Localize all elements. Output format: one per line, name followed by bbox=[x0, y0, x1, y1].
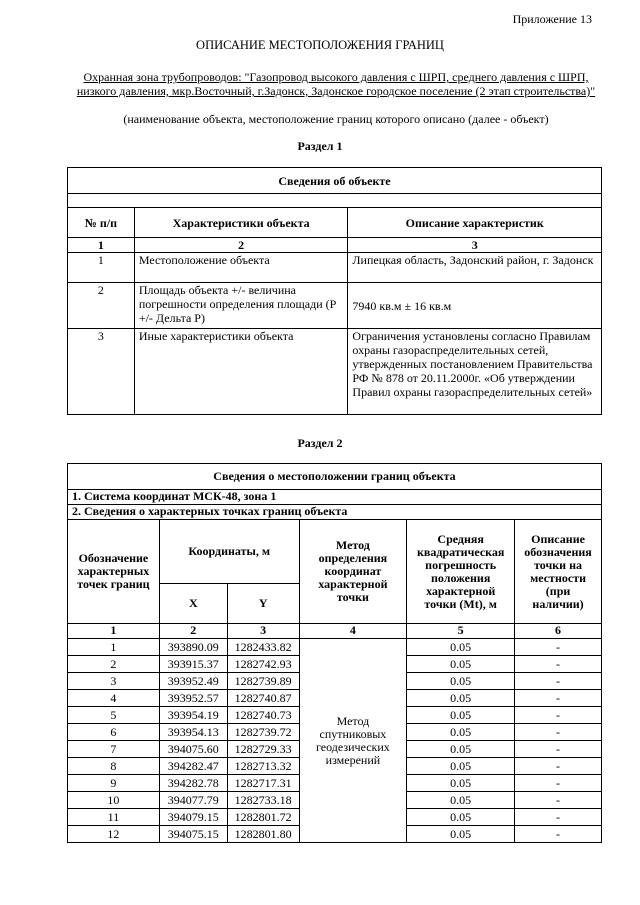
point-number: 2 bbox=[68, 656, 160, 673]
header-coordinates: Координаты, м bbox=[159, 520, 299, 584]
point-x: 393954.19 bbox=[159, 707, 227, 724]
point-x: 393890.09 bbox=[159, 639, 227, 656]
object-name: Охранная зона трубопроводов: "Газопровод высокого давления с ШРП, среднего давления с ШРП, низкого давления, мкр.Восточный, г.Задонск, Задонское городское поселение (2 этап строительства)" bbox=[76, 70, 596, 98]
point-x: 394075.15 bbox=[159, 826, 227, 843]
coordinates-table-title: Сведения о местоположении границ объекта bbox=[68, 464, 602, 490]
point-error: 0.05 bbox=[407, 690, 515, 707]
point-x: 394079.15 bbox=[159, 809, 227, 826]
point-number: 5 bbox=[68, 707, 160, 724]
point-y: 1282713.32 bbox=[227, 758, 299, 775]
point-y: 1282740.87 bbox=[227, 690, 299, 707]
section-2-title: Раздел 2 bbox=[297, 436, 343, 450]
point-number: 7 bbox=[68, 741, 160, 758]
object-info-table-title: Сведения об объекте bbox=[68, 168, 602, 194]
row-number: 2 bbox=[68, 283, 135, 329]
point-number: 4 bbox=[68, 690, 160, 707]
point-number: 6 bbox=[68, 724, 160, 741]
header-method: Метод определения координат характерной точки bbox=[299, 520, 407, 624]
point-y: 1282801.72 bbox=[227, 809, 299, 826]
point-y: 1282433.82 bbox=[227, 639, 299, 656]
header-number: № п/п bbox=[68, 208, 135, 238]
col-number: 3 bbox=[348, 238, 602, 253]
point-y: 1282739.89 bbox=[227, 673, 299, 690]
row-number: 1 bbox=[68, 253, 135, 283]
point-y: 1282733.18 bbox=[227, 792, 299, 809]
header-point-designation: Обозначение характерных точек границ bbox=[68, 520, 160, 624]
row-description: Ограничения установлены согласно Правилам охраны газораспределительных сетей, утвержденных постановлением Правительства РФ № 878 от 20.11.2000г. «Об утверждении Правил охраны газораспределительных сетей» bbox=[348, 329, 602, 415]
appendix-label: Приложение 13 bbox=[512, 12, 592, 26]
point-description: - bbox=[515, 673, 602, 690]
table-row bbox=[68, 329, 602, 415]
point-description: - bbox=[515, 758, 602, 775]
point-x: 393954.13 bbox=[159, 724, 227, 741]
point-number: 1 bbox=[68, 639, 160, 656]
point-number: 12 bbox=[68, 826, 160, 843]
point-description: - bbox=[515, 639, 602, 656]
point-description: - bbox=[515, 707, 602, 724]
point-error: 0.05 bbox=[407, 656, 515, 673]
point-y: 1282742.93 bbox=[227, 656, 299, 673]
row-characteristic: Иные характеристики объекта bbox=[134, 329, 348, 415]
object-info-table bbox=[67, 167, 602, 415]
point-description: - bbox=[515, 656, 602, 673]
col-number: 1 bbox=[68, 238, 135, 253]
point-error: 0.05 bbox=[407, 741, 515, 758]
point-x: 393952.57 bbox=[159, 690, 227, 707]
row-description: 7940 кв.м ± 16 кв.м bbox=[348, 283, 602, 329]
point-description: - bbox=[515, 690, 602, 707]
method-cell: Метод спутниковых геодезических измерений bbox=[299, 639, 407, 843]
col-number: 2 bbox=[159, 624, 227, 639]
document-title: ОПИСАНИЕ МЕСТОПОЛОЖЕНИЯ ГРАНИЦ bbox=[196, 38, 444, 52]
point-error: 0.05 bbox=[407, 826, 515, 843]
point-description: - bbox=[515, 826, 602, 843]
point-x: 394077.79 bbox=[159, 792, 227, 809]
row-characteristic: Местоположение объекта bbox=[134, 253, 348, 283]
table-row bbox=[68, 253, 602, 283]
point-number: 9 bbox=[68, 775, 160, 792]
point-error: 0.05 bbox=[407, 707, 515, 724]
point-error: 0.05 bbox=[407, 758, 515, 775]
point-error: 0.05 bbox=[407, 792, 515, 809]
points-info-row: 2. Сведения о характерных точках границ объекта bbox=[68, 505, 602, 520]
point-error: 0.05 bbox=[407, 775, 515, 792]
point-number: 10 bbox=[68, 792, 160, 809]
point-error: 0.05 bbox=[407, 639, 515, 656]
point-y: 1282740.73 bbox=[227, 707, 299, 724]
point-x: 393915.37 bbox=[159, 656, 227, 673]
point-number: 11 bbox=[68, 809, 160, 826]
point-y: 1282801.80 bbox=[227, 826, 299, 843]
coordinate-system-row: 1. Система координат МСК-48, зона 1 bbox=[68, 490, 602, 505]
spacer-row bbox=[68, 194, 602, 208]
row-number: 3 bbox=[68, 329, 135, 415]
point-description: - bbox=[515, 809, 602, 826]
header-characteristic: Характеристики объекта bbox=[134, 208, 348, 238]
point-x: 394282.78 bbox=[159, 775, 227, 792]
table-row bbox=[68, 283, 602, 329]
point-error: 0.05 bbox=[407, 724, 515, 741]
header-description: Описание характеристик bbox=[348, 208, 602, 238]
header-y: Y bbox=[227, 584, 299, 624]
header-x: X bbox=[159, 584, 227, 624]
row-characteristic: Площадь объекта +/- величина погрешности определения площади (Р +/- Дельта Р) bbox=[134, 283, 348, 329]
point-x: 394075.60 bbox=[159, 741, 227, 758]
col-number: 3 bbox=[227, 624, 299, 639]
col-number: 5 bbox=[407, 624, 515, 639]
point-x: 394282.47 bbox=[159, 758, 227, 775]
point-description: - bbox=[515, 792, 602, 809]
col-number: 1 bbox=[68, 624, 160, 639]
object-caption: (наименование объекта, местоположение границ которого описано (далее - объект) bbox=[123, 112, 549, 126]
coordinates-table bbox=[67, 463, 602, 843]
point-y: 1282739.72 bbox=[227, 724, 299, 741]
table-row bbox=[68, 639, 602, 656]
point-description: - bbox=[515, 775, 602, 792]
point-y: 1282729.33 bbox=[227, 741, 299, 758]
section-1-title: Раздел 1 bbox=[297, 139, 343, 153]
row-description: Липецкая область, Задонский район, г. Задонск bbox=[348, 253, 602, 283]
point-number: 3 bbox=[68, 673, 160, 690]
col-number: 6 bbox=[515, 624, 602, 639]
col-number: 2 bbox=[134, 238, 348, 253]
header-point-description: Описание обозначения точки на местности (при наличии) bbox=[515, 520, 602, 624]
point-y: 1282717.31 bbox=[227, 775, 299, 792]
point-error: 0.05 bbox=[407, 809, 515, 826]
col-number: 4 bbox=[299, 624, 407, 639]
header-error: Средняя квадратическая погрешность положения характерной точки (Mt), м bbox=[407, 520, 515, 624]
point-error: 0.05 bbox=[407, 673, 515, 690]
point-x: 393952.49 bbox=[159, 673, 227, 690]
point-description: - bbox=[515, 741, 602, 758]
point-number: 8 bbox=[68, 758, 160, 775]
point-description: - bbox=[515, 724, 602, 741]
